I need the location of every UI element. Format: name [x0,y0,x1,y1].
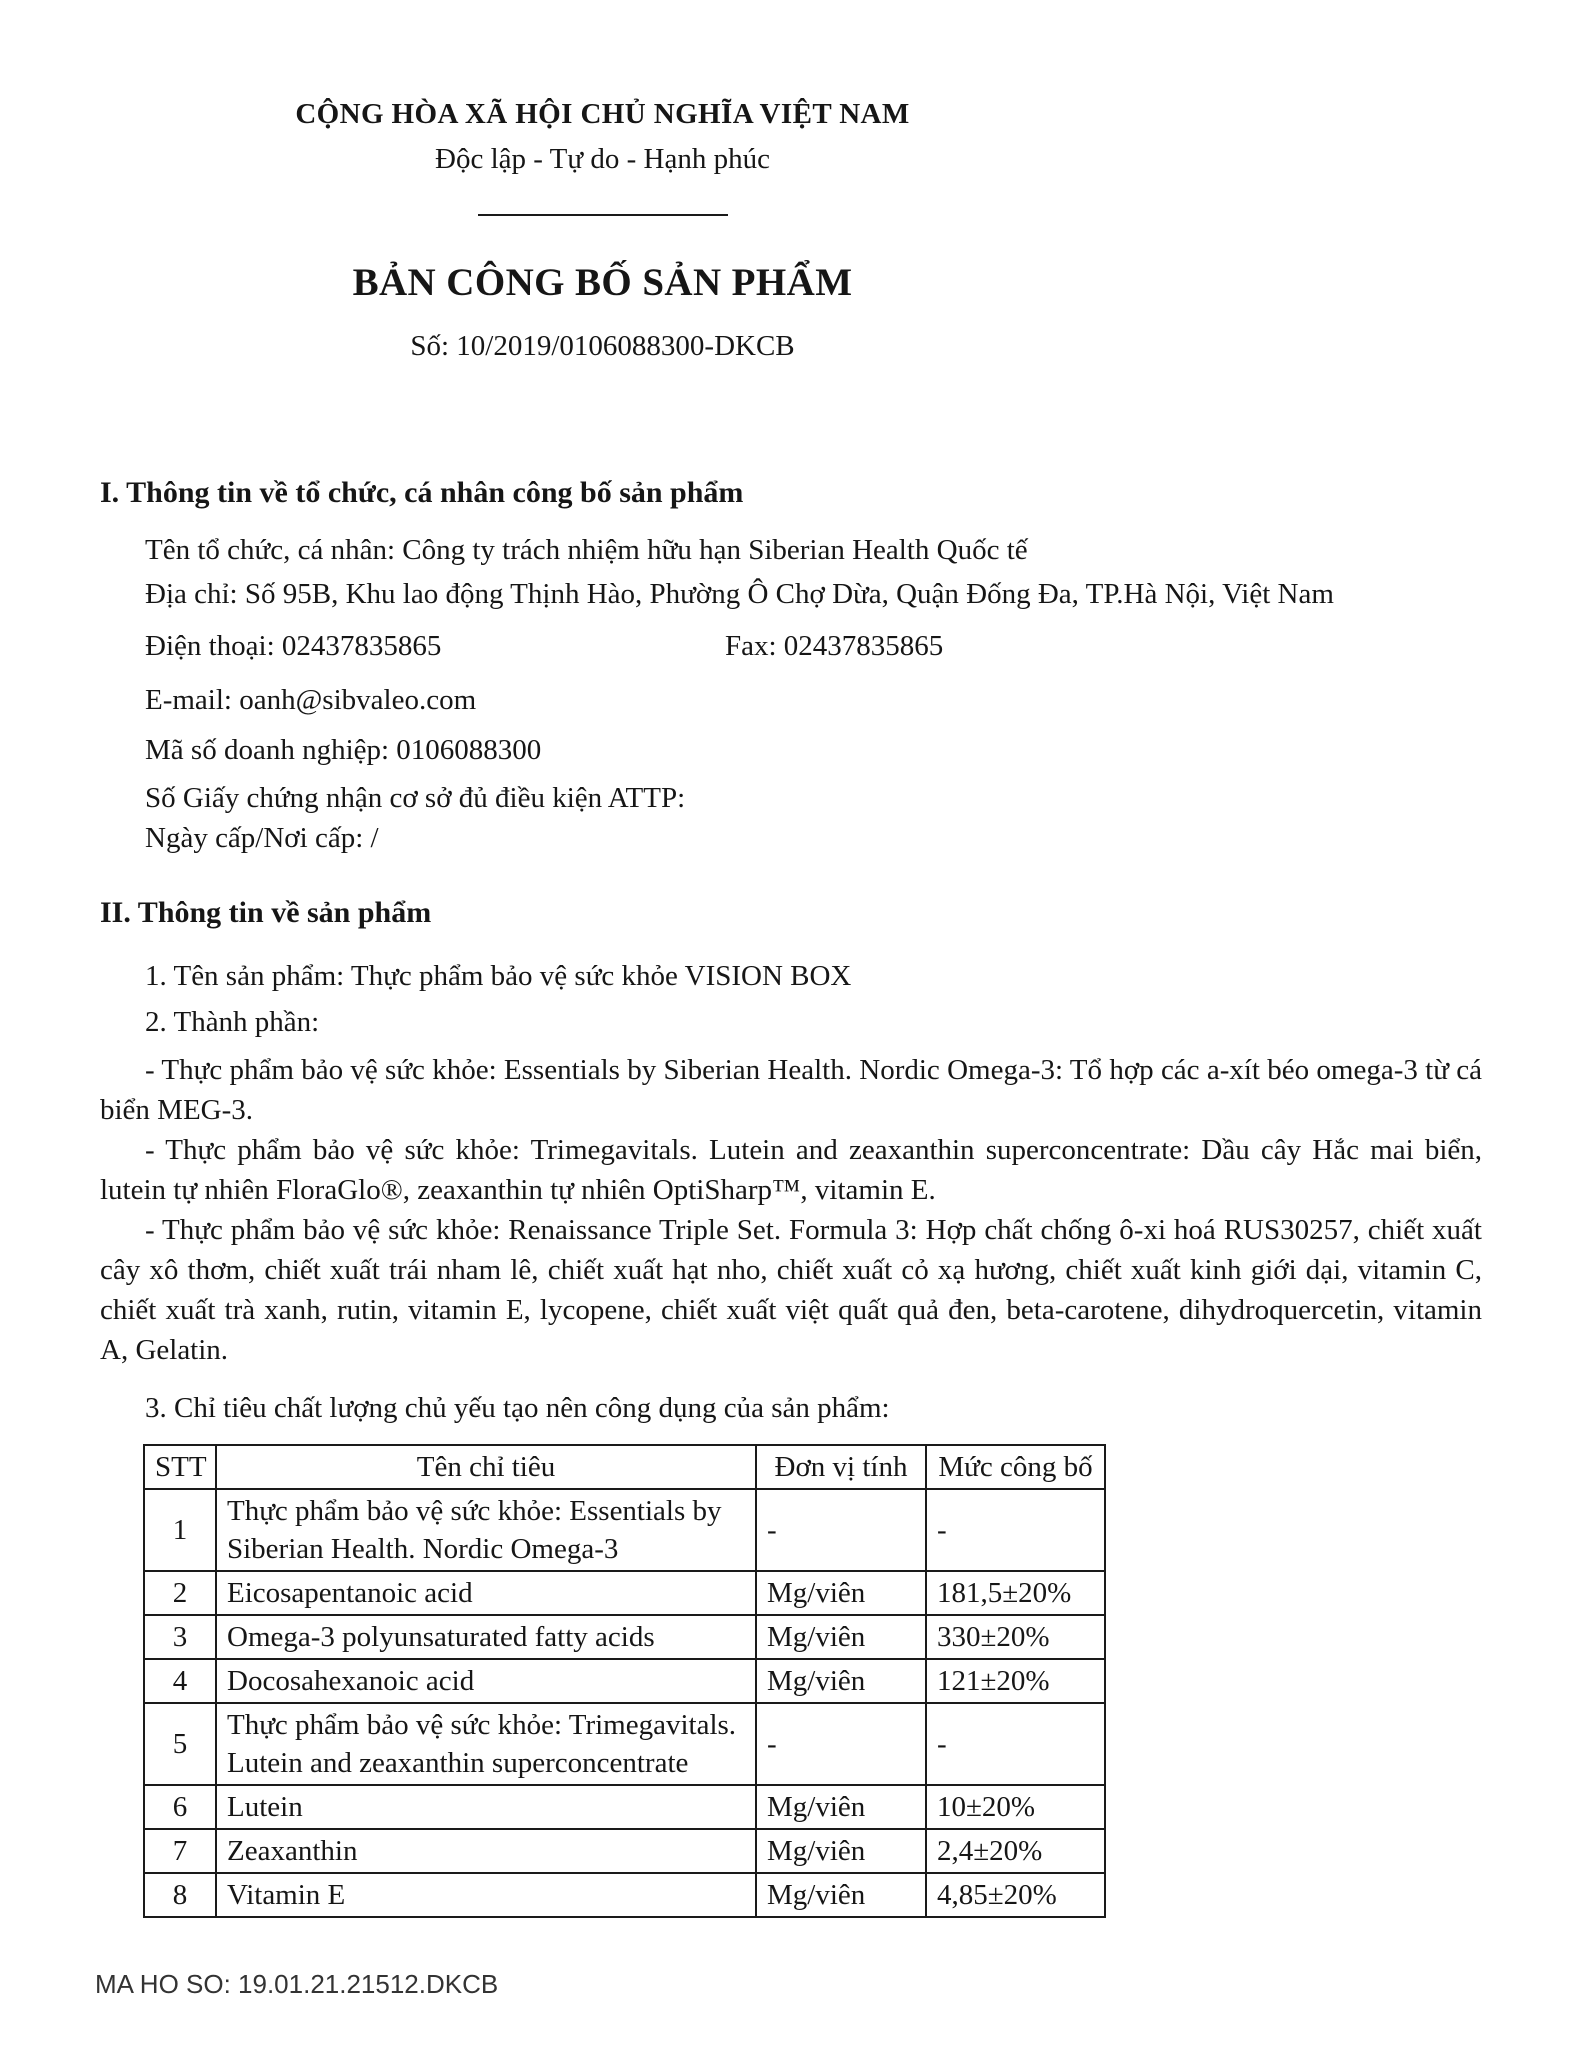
table-row [144,1703,1105,1785]
quality-table [143,1444,1106,1918]
document-header [100,96,1105,364]
issue-date-line: Ngày cấp/Nơi cấp: / [145,822,379,854]
tax-code-line: Mã số doanh nghiệp: 0106088300 [145,734,542,766]
cell-value: 330±20% [926,1615,1105,1659]
national-motto: Độc lập - Tự do - Hạnh phúc [435,143,770,175]
cell-stt: 7 [144,1829,216,1873]
address-line: Địa chỉ: Số 95B, Khu lao động Thịnh Hào, Phường Ô Chợ Dừa, Quận Đống Đa, TP.Hà Nội, Việt Nam [145,578,1334,610]
cell-name: Thực phẩm bảo vệ sức khỏe: Essentials by Siberian Health. Nordic Omega-3 [216,1489,756,1571]
cell-unit: Mg/viên [756,1829,926,1873]
quality-criteria-label: 3. Chỉ tiêu chất lượng chủ yếu tạo nên công dụng của sản phẩm: [145,1392,890,1424]
table-header-criteria: Tên chỉ tiêu [216,1445,756,1489]
cell-stt: 5 [144,1703,216,1785]
attp-certificate-line: Số Giấy chứng nhận cơ sở đủ điều kiện ATTP: [145,782,686,814]
document-number: Số: 10/2019/0106088300-DKCB [410,330,795,362]
national-title: CỘNG HÒA XÃ HỘI CHỦ NGHĨA VIỆT NAM [295,98,910,130]
table-header-declared-level: Mức công bố [926,1445,1105,1489]
ingredient-item: - Thực phẩm bảo vệ sức khỏe: Trimegavitals. Lutein and zeaxanthin superconcentrate: Dầu cây Hắc mai biển, lutein tự nhiên FloraGlo®, zeaxanthin tự nhiên OptiSharp™, vitamin E. [100,1134,1482,1206]
table-row [144,1489,1105,1571]
cell-unit: Mg/viên [756,1659,926,1703]
cell-name: Eicosapentanoic acid [216,1571,756,1615]
cell-name: Docosahexanoic acid [216,1659,756,1703]
cell-stt: 8 [144,1873,216,1917]
cell-stt: 1 [144,1489,216,1571]
cell-value: 10±20% [926,1785,1105,1829]
contact-row [100,626,1482,666]
cell-unit: Mg/viên [756,1785,926,1829]
ingredient-item: - Thực phẩm bảo vệ sức khỏe: Essentials by Siberian Health. Nordic Omega-3: Tổ hợp các a-xít béo omega-3 từ cá biển MEG-3. [100,1054,1482,1126]
cell-unit: - [756,1489,926,1571]
cell-name: Vitamin E [216,1873,756,1917]
ingredients-label: 2. Thành phần: [145,1006,320,1038]
section1-heading: I. Thông tin về tổ chức, cá nhân công bố sản phẩm [100,476,744,509]
table-header-row [144,1445,1105,1489]
cell-value: 2,4±20% [926,1829,1105,1873]
cell-stt: 2 [144,1571,216,1615]
phone-line: Điện thoại: 02437835865 [145,630,442,662]
table-header-stt: STT [144,1445,216,1489]
table-header-unit: Đơn vị tính [756,1445,926,1489]
cell-unit: Mg/viên [756,1873,926,1917]
header-divider [478,214,728,216]
table-row [144,1829,1105,1873]
cell-name: Zeaxanthin [216,1829,756,1873]
org-name-line: Tên tổ chức, cá nhân: Công ty trách nhiệm hữu hạn Siberian Health Quốc tế [145,534,1028,566]
cell-stt: 4 [144,1659,216,1703]
product-name-line: 1. Tên sản phẩm: Thực phẩm bảo vệ sức khỏe VISION BOX [145,960,852,992]
table-row [144,1615,1105,1659]
cell-unit: Mg/viên [756,1615,926,1659]
ingredient-item: - Thực phẩm bảo vệ sức khỏe: Renaissance Triple Set. Formula 3: Hợp chất chống ô-xi hoá RUS30257, chiết xuất cây xô thơm, chiết xuất trái nham lê, chiết xuất hạt nho, chiết xuất cỏ xạ hương, chiết xuất kinh giới dại, vitamin C, chiết xuất trà xanh, rutin, vitamin E, lycopene, chiết xuất việt quất quả đen, beta-carotene, dihydroquercetin, vitamin A, Gelatin. [100,1214,1482,1366]
cell-unit: - [756,1703,926,1785]
fax-line: Fax: 02437835865 [725,630,944,662]
cell-unit: Mg/viên [756,1571,926,1615]
document-title: BẢN CÔNG BỐ SẢN PHẨM [352,261,853,304]
email-line: E-mail: oanh@sibvaleo.com [145,684,477,716]
cell-stt: 3 [144,1615,216,1659]
cell-value: 181,5±20% [926,1571,1105,1615]
cell-value: 121±20% [926,1659,1105,1703]
table-row [144,1659,1105,1703]
table-row [144,1873,1105,1917]
cell-name: Thực phẩm bảo vệ sức khỏe: Trimegavitals. Lutein and zeaxanthin superconcentrate [216,1703,756,1785]
cell-stt: 6 [144,1785,216,1829]
cell-name: Lutein [216,1785,756,1829]
cell-name: Omega-3 polyunsaturated fatty acids [216,1615,756,1659]
table-row [144,1785,1105,1829]
cell-value: - [926,1489,1105,1571]
section2-heading: II. Thông tin về sản phẩm [100,896,432,929]
table-row [144,1571,1105,1615]
cell-value: - [926,1703,1105,1785]
cell-value: 4,85±20% [926,1873,1105,1917]
file-code: MA HO SO: 19.01.21.21512.DKCB [95,1969,499,1999]
